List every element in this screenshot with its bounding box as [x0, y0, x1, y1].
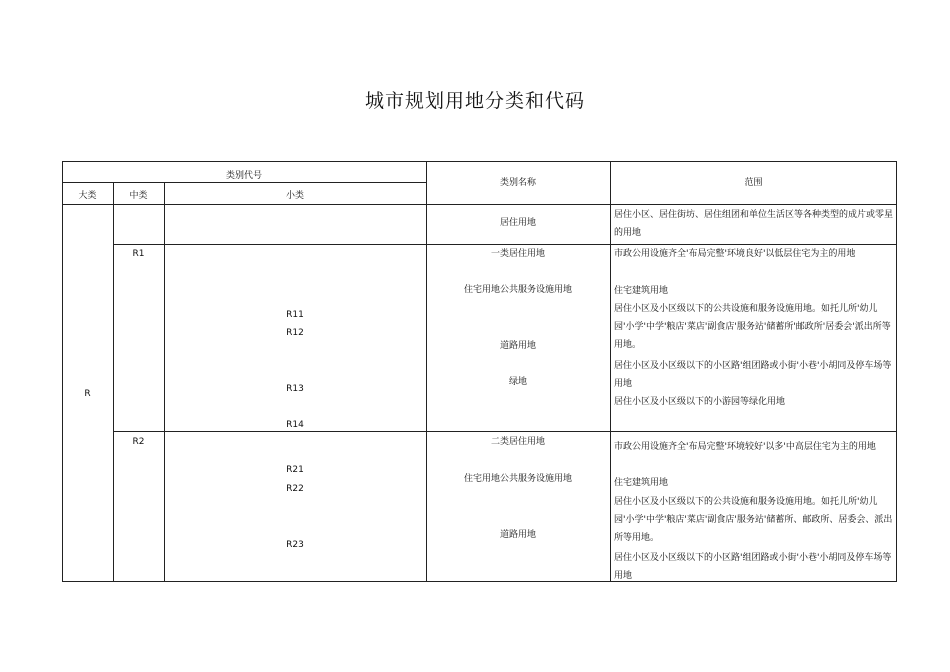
r1-name: 一类居住用地 [490, 249, 545, 259]
header-minor: 小类 [285, 191, 304, 201]
r12-code: R12 [286, 328, 304, 338]
r22-range: 居住小区及小区级以下的公共设施和服务设施用地。如托儿所'幼儿园'小学'中学'粮店'菜店'副食店'服务站'储蓄所、邮政所、居委会、派出所等用地。 [614, 497, 893, 543]
r23-name: 道路用地 [499, 530, 536, 540]
r-name: 居住用地 [499, 218, 536, 228]
r1-range: 市政公用设施齐全'布局完整'环境良好'以低层住宅为主的用地 [614, 249, 856, 259]
r2-range: 市政公用设施齐全'布局完整'环境较好'以多'中高层住宅为主的用地 [614, 442, 876, 452]
r12-range: 居住小区及小区级以下的公共设施和服务设施用地。如托儿所'幼儿园'小学'中学'粮店'菜店'副食店'服务站'储蓄所'邮政所'居委会'派出所等用地。 [614, 304, 891, 350]
header-name: 类别名称 [499, 178, 536, 188]
r-range: 居住小区、居住街坊、居住组团和单位生活区等各种类型的成片或零星的用地 [614, 210, 894, 238]
r21-name: 住宅用地公共服务设施用地 [463, 474, 572, 484]
r14-range: 居住小区及小区级以下的小游园等绿化用地 [614, 397, 786, 407]
r21-code: R21 [286, 465, 304, 475]
col-divider-major [113, 182, 114, 582]
header-range: 范围 [744, 178, 763, 188]
r21-range: 住宅建筑用地 [614, 478, 669, 488]
page-title: 城市规划用地分类和代码 [364, 90, 585, 112]
header-major: 大类 [78, 191, 97, 201]
header-code-group: 类别代号 [225, 171, 262, 181]
r11-code: R11 [286, 310, 304, 320]
r13-range: 居住小区及小区级以下的小区路'组团路或小街'小巷'小胡同及停车场等用地 [614, 361, 892, 389]
r23-range: 居住小区及小区级以下的小区路'组团路或小街'小巷'小胡同及停车场等用地 [614, 553, 892, 581]
r22-code: R22 [286, 484, 304, 494]
major-code: R [84, 389, 91, 399]
r14-name: 绿地 [508, 377, 527, 387]
r1-code: R1 [132, 249, 145, 259]
r11-name: 住宅用地公共服务设施用地 [463, 285, 572, 295]
header-medium: 中类 [129, 191, 148, 201]
r11-range: 住宅建筑用地 [614, 286, 669, 296]
r14-code: R14 [286, 420, 304, 430]
r2-name: 二类居住用地 [490, 437, 545, 447]
r13-code: R13 [286, 384, 304, 394]
r13-name: 道路用地 [499, 341, 536, 351]
r23-code: R23 [286, 540, 304, 550]
col-divider-name [610, 161, 611, 582]
r2-code: R2 [132, 437, 145, 447]
